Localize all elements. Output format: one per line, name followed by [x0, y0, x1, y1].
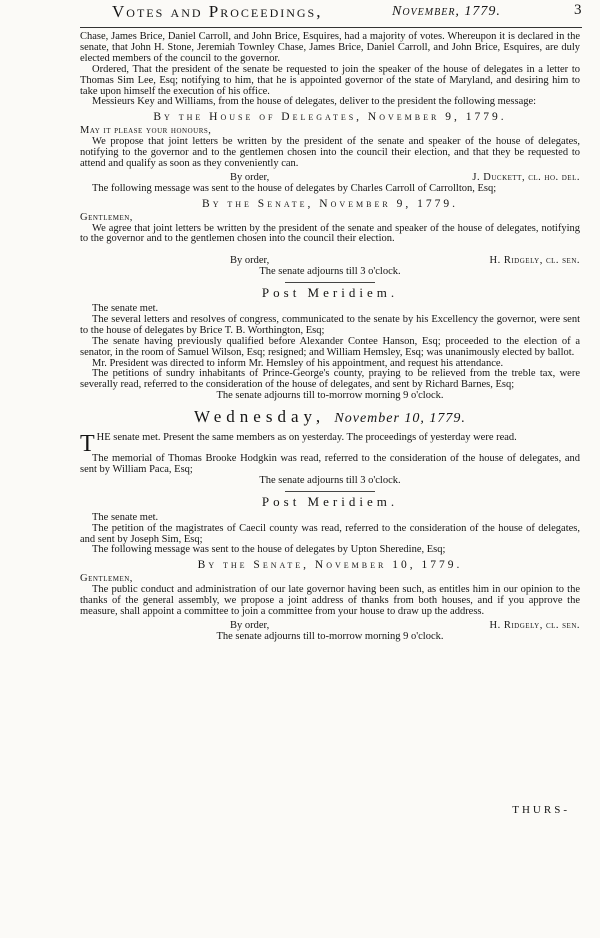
adjournment-notice: The senate adjourns till to-morrow morning 9 o'clock.: [216, 630, 444, 642]
paragraph-senate-met: The senate met.: [92, 303, 159, 315]
page-body: [80, 32, 580, 643]
message-salutation: May it please your honours,: [80, 125, 212, 137]
paragraph-inform-hemsley: Mr. President was directed to inform Mr. Hemsley of his appointment, and request his attendance.: [92, 357, 504, 369]
message-heading-delegates: By the House of Delegates, November 9, 1779.: [153, 111, 507, 124]
paragraph-senate-met-wednesday: [80, 431, 580, 458]
paragraph-ordered: Ordered, That the president of the senate be requested to join the speaker of the house of delegates in a letter to Thomas Sim Lee, Esq; notifying to him, that he is appointed governor of the state of Maryland, and desiring him to take upon himself the execution of his office.: [80, 63, 580, 97]
message-text-senate-nov9: We agree that joint letters be written by the president of the senate and speaker of the house of delegates, notifying to the governor and to the gentlemen chosen into the council their election.: [80, 222, 580, 245]
section-rule: [285, 282, 375, 283]
header-rule: [80, 27, 582, 28]
day-heading: [80, 407, 580, 427]
signature-duckett: J. Duckett, cl. ho. del.: [472, 171, 580, 183]
catchword: THURS-: [512, 804, 570, 816]
by-order-label: By order,: [230, 255, 270, 267]
paragraph-petitions-prince-georges: The petitions of sundry inhabitants of Prince-George's county, praying to be relieved from the treble tax, were severally read, referred to the consideration of the house of delegates, and sent by Richard Barnes, Esq;: [80, 368, 580, 391]
message-text-delegates: We propose that joint letters be written by the president of the senate and speaker of the house of delegates, notifying to the governor and to the gentlemen chosen into the council their election, and that they be requested to attend and qualify as soon as they conveniently can.: [80, 136, 580, 169]
message-heading-senate-nov10: By the Senate, November 10, 1779.: [197, 559, 463, 572]
by-order-label: By order,: [230, 619, 270, 631]
signature-ridgely: H. Ridgely, cl. sen.: [489, 255, 580, 267]
message-text-senate-nov10: The public conduct and administration of our late governor having been such, as entitles him in our opinion to the thanks of the general assembly, we propose a joint address of thanks from both houses, and if you approve the measure, shall appoint a committee to join a committee from your house to draw up the address.: [80, 584, 580, 617]
paragraph-message-sent-carroll: The following message was sent to the house of delegates by Charles Carroll of Carrollton, Esq;: [92, 182, 497, 194]
adjournment-notice: The senate adjourns till 3 o'clock.: [259, 266, 401, 278]
running-head-title: Votes and Proceedings,: [112, 2, 323, 21]
message-salutation: Gentlemen,: [80, 211, 133, 223]
section-rule: [285, 491, 375, 492]
drop-cap: T: [80, 431, 95, 458]
adjournment-notice: The senate adjourns till to-morrow morning 9 o'clock.: [216, 390, 444, 402]
by-order-label: By order,: [230, 171, 270, 183]
post-meridiem-heading: Post Meridiem.: [261, 493, 399, 509]
paragraph-congress-letters: The several letters and resolves of congress, communicated to the senate by his Excellency the governor, were sent to the house of delegates by Brice T. B. Worthington, Esq;: [80, 313, 580, 336]
signature-ridgely: H. Ridgely, cl. sen.: [489, 619, 580, 631]
message-salutation: Gentlemen,: [80, 573, 133, 585]
paragraph-senator-election: The senate having previously qualified before Alexander Contee Hanson, Esq; proceeded to the election of a senator, in the room of Samuel Wilson, Esq; resigned; and William Hemsley, Esq; was unanimously elected by ballot.: [80, 335, 580, 358]
post-meridiem-heading: Post Meridiem.: [261, 285, 399, 301]
message-heading-senate-nov9: By the Senate, November 9, 1779.: [202, 197, 458, 210]
paragraph-caecil-petition: The petition of the magistrates of Caecil county was read, referred to the consideration of the house of delegates, and sent by Joseph Sim, Esq;: [80, 522, 580, 545]
paragraph-election-result: Chase, James Brice, Daniel Carroll, and John Brice, Esquires, had a majority of votes. Whereupon it is declared in the senate, that John H. Stone, Jeremiah Townley Chase, James Brice, Daniel Carroll, and John Brice, Esquires, are duly elected members of the council to the governor.: [80, 31, 580, 64]
day-heading-weekday: Wednesday,: [194, 407, 326, 427]
running-head-date: November, 1779.: [392, 4, 501, 19]
day-heading-date: November 10, 1779.: [334, 411, 466, 427]
paragraph-messieurs: Messieurs Key and Williams, from the house of delegates, deliver to the president the following message:: [92, 96, 537, 108]
paragraph-senate-met-text: HE senate met. Present the same members as on yesterday. The proceedings of yesterday were read.: [96, 432, 517, 444]
paragraph-hodgkin-memorial: The memorial of Thomas Brooke Hodgkin was read, referred to the consideration of the house of delegates, and sent by William Paca, Esq;: [80, 453, 580, 475]
running-head: [0, 2, 600, 28]
page-number: 3: [574, 2, 582, 18]
paragraph-message-sent-sheredine: The following message was sent to the house of delegates by Upton Sheredine, Esq;: [92, 544, 446, 556]
adjournment-notice: The senate adjourns till 3 o'clock.: [259, 474, 401, 486]
paragraph-senate-met-pm: The senate met.: [92, 511, 159, 523]
